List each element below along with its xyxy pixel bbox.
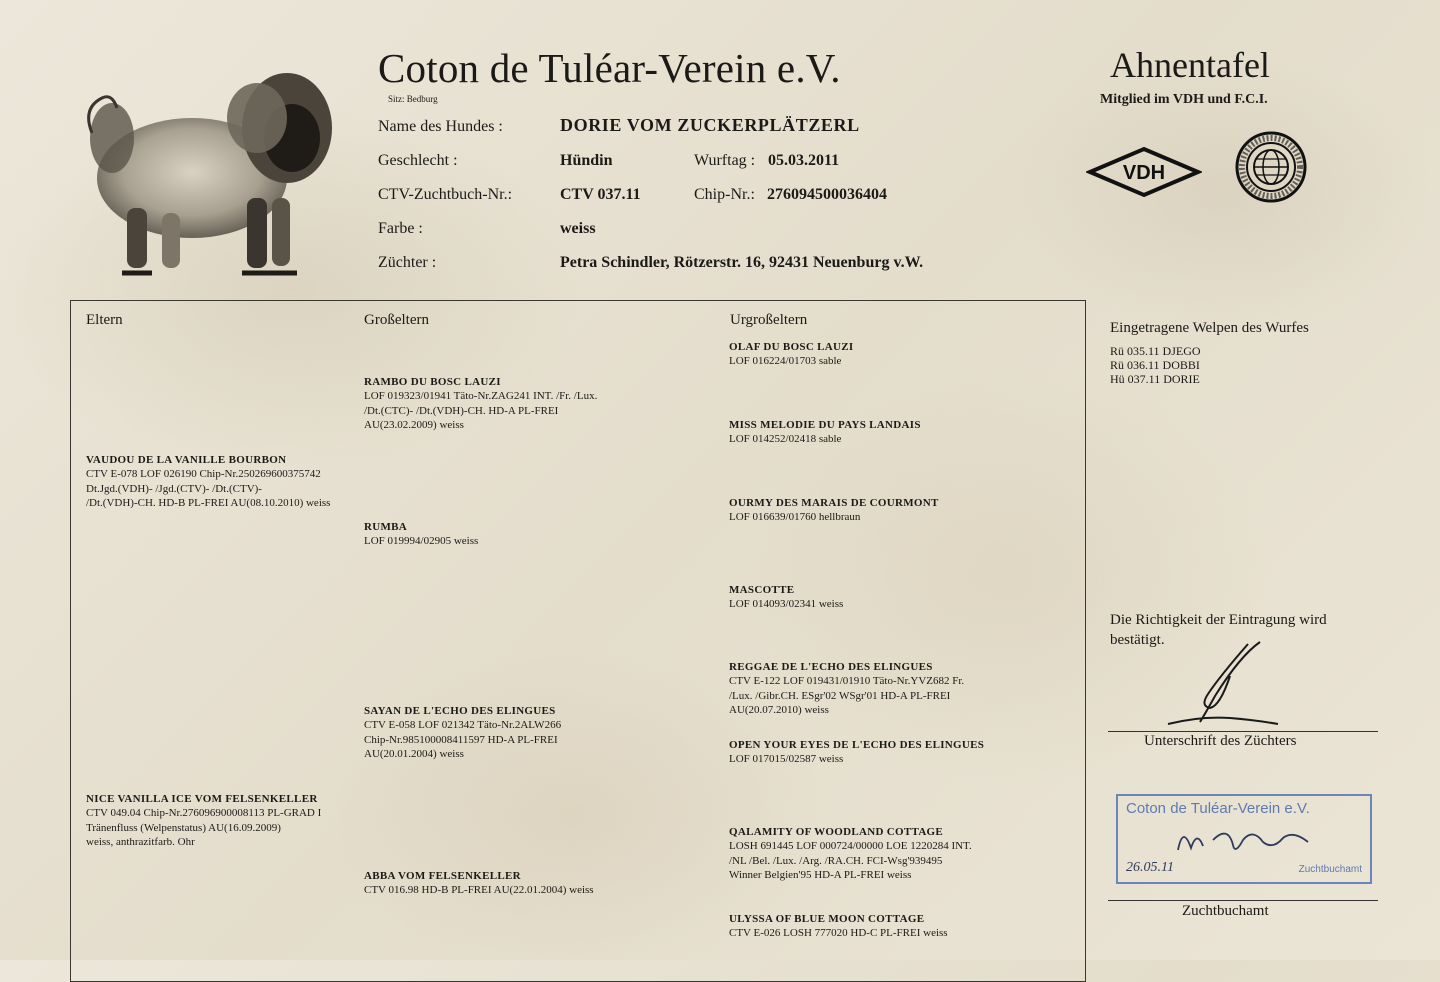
list-item: Rü 036.11 DOBBI	[1110, 358, 1200, 372]
dog-name: MASCOTTE	[729, 584, 795, 596]
dog-name: ULYSSA OF BLUE MOON COTTAGE	[729, 913, 925, 925]
chip-value: 276094500036404	[767, 186, 887, 203]
signature-caption: Unterschrift des Züchters	[1144, 733, 1297, 749]
dog-detail: Winner Belgien'95 HD-A PL-FREI weiss	[729, 869, 912, 881]
svg-text:VDH: VDH	[1122, 162, 1166, 184]
dog-detail: LOF 016224/01703 sable	[729, 355, 842, 367]
dog-detail: CTV 049.04 Chip-Nr.276096900008113 PL-GRAD I	[86, 807, 322, 819]
dog-illustration	[82, 58, 342, 280]
dog-detail: /Lux. /Gibr.CH. ESgr'02 WSgr'01 HD-A PL-FREI	[729, 689, 951, 702]
zuchtbuchamt-stamp	[1116, 794, 1372, 884]
dog-name: OLAF DU BOSC LAUZI	[729, 341, 854, 353]
eltern-dam	[86, 792, 321, 850]
club-seat: Sitz: Bedburg	[388, 94, 438, 104]
dog-name: RUMBA	[364, 521, 408, 533]
dog-name-label: Name des Hundes :	[378, 118, 503, 135]
ctv-value: CTV 037.11	[560, 186, 641, 203]
list-item: Hü 037.11 DORIE	[1110, 372, 1200, 386]
vdh-logo	[1086, 146, 1202, 198]
dog-detail: CTV 016.98 HD-B PL-FREI AU(22.01.2004) weiss	[364, 884, 594, 896]
urgrosseltern-8	[729, 912, 948, 941]
col-eltern: Eltern	[86, 312, 123, 328]
dog-name: ABBA VOM FELSENKELLER	[364, 870, 521, 882]
sex-label: Geschlecht :	[378, 152, 458, 169]
breeder-signature	[1160, 636, 1280, 732]
farbe-label: Farbe :	[378, 220, 423, 237]
dog-name: VAUDOU DE LA VANILLE BOURBON	[86, 454, 287, 466]
urgrosseltern-7	[729, 825, 972, 883]
stamp-signature	[1173, 820, 1323, 860]
fci-logo	[1234, 130, 1308, 204]
col-grosseltern: Großeltern	[364, 312, 429, 328]
grosseltern-4	[364, 869, 594, 898]
dog-name: OURMY DES MARAIS DE COURMONT	[729, 497, 939, 509]
dog-detail: LOF 019323/01941 Täto-Nr.ZAG241 INT. /Fr. /Lux.	[364, 390, 598, 402]
stamp-date: 26.05.11	[1126, 860, 1174, 875]
grosseltern-2	[364, 520, 478, 549]
zuechter-label: Züchter :	[378, 254, 437, 271]
col-urgrosseltern: Urgroßeltern	[730, 312, 808, 328]
dog-detail: AU(20.01.2004) weiss	[364, 748, 464, 760]
dog-detail: CTV E-026 LOSH 777020 HD-C PL-FREI weiss	[729, 927, 948, 939]
dog-name: QALAMITY OF WOODLAND COTTAGE	[729, 826, 944, 838]
urgrosseltern-2	[729, 418, 921, 447]
dog-name-value: DORIE VOM ZUCKERPLÄTZERL	[560, 115, 860, 135]
dog-name: RAMBO DU BOSC LAUZI	[364, 376, 501, 388]
dog-detail: LOSH 691445 LOF 000724/00000 LOE 1220284 INT.	[729, 840, 972, 852]
dog-detail: Chip-Nr.985100008411597 HD-A PL-FREI	[364, 733, 558, 746]
urgrosseltern-5	[729, 660, 964, 718]
dog-detail: /Dt.(VDH)-CH. HD-B PL-FREI AU(08.10.2010) weiss	[86, 497, 331, 509]
grosseltern-3	[364, 704, 561, 762]
membership-subtitle: Mitglied im VDH und F.C.I.	[1100, 92, 1268, 107]
urgrosseltern-4	[729, 583, 843, 612]
dog-detail: LOF 014252/02418 sable	[729, 433, 842, 445]
list-item: Rü 035.11 DJEGO	[1110, 344, 1201, 358]
dog-detail: LOF 017015/02587 weiss	[729, 753, 844, 765]
dog-detail: /NL /Bel. /Lux. /Arg. /RA.CH. FCI-Wsg'939495	[729, 854, 943, 867]
stamp-line	[1108, 900, 1378, 901]
dog-name: NICE VANILLA ICE VOM FELSENKELLER	[86, 793, 318, 805]
dog-name: REGGAE DE L'ECHO DES ELINGUES	[729, 661, 933, 673]
dog-detail: LOF 014093/02341 weiss	[729, 598, 844, 610]
chip-label: Chip-Nr.:	[694, 186, 755, 203]
wurftag-label: Wurftag :	[694, 152, 756, 169]
grosseltern-1	[364, 375, 597, 433]
farbe-value: weiss	[560, 220, 596, 237]
stamp-caption: Zuchtbuchamt	[1182, 903, 1269, 919]
confirmation-text: Die Richtigkeit der Eintragung wird bestätigt.	[1110, 612, 1327, 648]
dog-detail: CTV E-122 LOF 019431/01910 Täto-Nr.YVZ682 Fr.	[729, 675, 965, 687]
urgrosseltern-6	[729, 738, 984, 767]
dog-detail: CTV E-078 LOF 026190 Chip-Nr.250269600375742	[86, 468, 321, 480]
signature-line	[1108, 731, 1378, 732]
ctv-label: CTV-Zuchtbuch-Nr.:	[378, 186, 513, 203]
welpen-title: Eingetragene Welpen des Wurfes	[1110, 320, 1309, 336]
sex-value: Hündin	[560, 152, 613, 169]
stamp-sub: Zuchtbuchamt	[1298, 864, 1362, 875]
wurftag-value: 05.03.2011	[768, 152, 840, 169]
dog-detail: Dt.Jgd.(VDH)- /Jgd.(CTV)- /Dt.(CTV)-	[86, 482, 262, 495]
dog-name: SAYAN DE L'ECHO DES ELINGUES	[364, 705, 556, 717]
urgrosseltern-3	[729, 496, 939, 525]
ahnentafel-title: Ahnentafel	[1110, 45, 1270, 85]
eltern-sire	[86, 453, 330, 511]
dog-detail: Tränenfluss (Welpenstatus) AU(16.09.2009)	[86, 821, 281, 834]
dog-detail: CTV E-058 LOF 021342 Täto-Nr.2ALW266	[364, 719, 562, 731]
dog-detail: LOF 019994/02905 weiss	[364, 535, 479, 547]
dog-name: OPEN YOUR EYES DE L'ECHO DES ELINGUES	[729, 739, 985, 751]
urgrosseltern-1	[729, 340, 853, 369]
dog-detail: LOF 016639/01760 hellbraun	[729, 511, 861, 523]
dog-detail: AU(20.07.2010) weiss	[729, 704, 829, 716]
club-title: Coton de Tuléar-Verein e.V.	[378, 45, 841, 91]
stamp-org: Coton de Tuléar-Verein e.V.	[1126, 800, 1310, 817]
dog-detail: /Dt.(CTC)- /Dt.(VDH)-CH. HD-A PL-FREI	[364, 404, 559, 417]
welpen-list	[1110, 344, 1201, 386]
dog-detail: weiss, anthrazitfarb. Ohr	[86, 836, 195, 848]
dog-name: MISS MELODIE DU PAYS LANDAIS	[729, 419, 921, 431]
dog-detail: AU(23.02.2009) weiss	[364, 419, 464, 431]
zuechter-value: Petra Schindler, Rötzerstr. 16, 92431 Neuenburg v.W.	[560, 254, 924, 271]
